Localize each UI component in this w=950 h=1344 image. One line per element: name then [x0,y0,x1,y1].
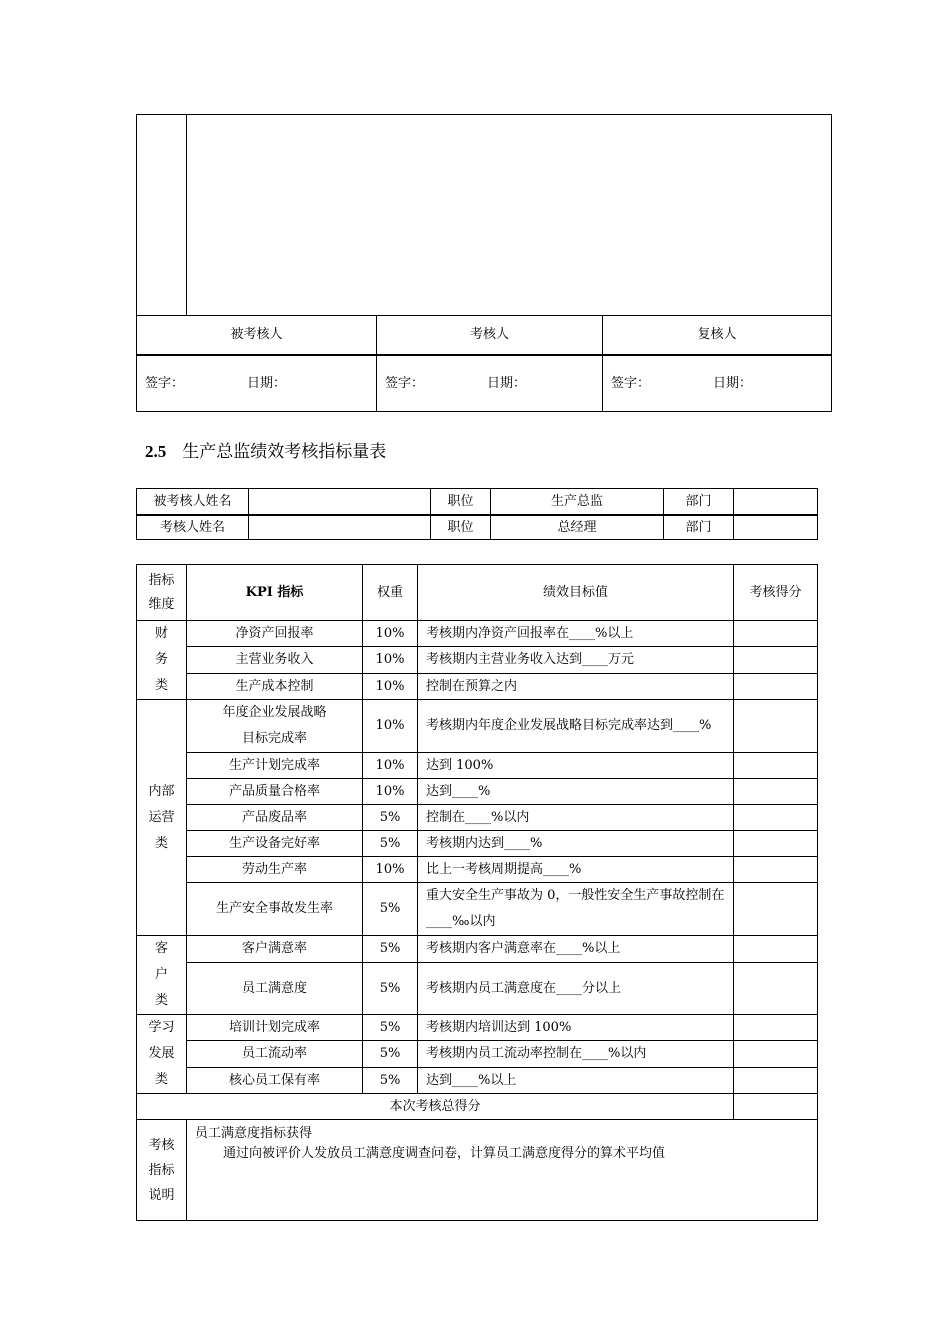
kpi-name: 产品质量合格率 [187,779,363,805]
position-value: 生产总监 [491,489,664,515]
kpi-name: 主营业务收入 [187,647,363,673]
reviewer-name-label: 考核人姓名 [137,515,249,540]
note-body: 通过向被评价人发放员工满意度调查问卷，计算员工满意度得分的算术平均值 [223,1145,666,1161]
header-weight: 权重 [363,565,418,621]
kpi-target: 考核期内主营业务收入达到____万元 [418,647,734,673]
note-content [187,1120,818,1221]
kpi-name: 生产安全事故发生率 [187,883,363,936]
kpi-target: 达到____%以上 [418,1067,734,1093]
kpi-name: 客户满意率 [187,936,363,963]
dept-label: 部门 [664,489,734,515]
kpi-target: 考核期内员工满意度在____分以上 [418,963,734,1015]
kpi-target: 考核期内培训达到 100% [418,1015,734,1041]
reviewee-header: 被考核人 [137,316,377,355]
reviewee-name-label: 被考核人姓名 [137,489,249,515]
header-target: 绩效目标值 [418,565,734,621]
kpi-weight: 5% [363,1067,418,1093]
position-label: 职位 [431,515,491,540]
kpi-score [734,673,818,699]
kpi-score [734,963,818,1015]
kpi-score [734,700,818,753]
kpi-score [734,1015,818,1041]
dept-label: 部门 [664,515,734,540]
kpi-name: 净资产回报率 [187,621,363,647]
reviewer-sign-cell: 签字： 日期： [377,355,603,412]
header-score: 考核得分 [734,565,818,621]
kpi-weight: 10% [363,700,418,753]
kpi-target: 考核期内年度企业发展战略目标完成率达到____% [418,700,734,753]
kpi-target: 达到____% [418,779,734,805]
kpi-weight: 10% [363,753,418,779]
kpi-name: 劳动生产率 [187,857,363,883]
note-label: 考核指标说明 [137,1120,187,1221]
kpi-target: 考核期内客户满意率在____%以上 [418,936,734,963]
header-dimension: 指标维度 [137,565,187,621]
kpi-weight: 10% [363,779,418,805]
kpi-target: 比上一考核周期提高____% [418,857,734,883]
kpi-name: 生产设备完好率 [187,831,363,857]
kpi-target: 考核期内员工流动率控制在____%以内 [418,1041,734,1067]
kpi-target: 考核期内达到____% [418,831,734,857]
info-table [136,488,818,540]
kpi-target: 重大安全生产事故为 0，一般性安全生产事故控制在____‰以内 [418,883,734,936]
section-number: 2.5 [145,442,167,461]
kpi-score [734,805,818,831]
kpi-weight: 5% [363,883,418,936]
kpi-weight: 10% [363,647,418,673]
kpi-weight: 10% [363,673,418,699]
position-value: 总经理 [491,515,664,540]
kpi-weight: 5% [363,805,418,831]
total-score-label: 本次考核总得分 [137,1094,734,1120]
kpi-target: 控制在____%以内 [418,805,734,831]
kpi-score [734,753,818,779]
kpi-weight: 10% [363,857,418,883]
kpi-name: 生产计划完成率 [187,753,363,779]
kpi-weight: 5% [363,963,418,1015]
dept-value [734,515,818,540]
kpi-target: 控制在预算之内 [418,673,734,699]
section-heading [145,437,386,462]
kpi-score [734,857,818,883]
rechecker-sign-cell: 签字： 日期： [603,355,832,412]
kpi-weight: 5% [363,936,418,963]
kpi-name: 年度企业发展战略目标完成率 [187,700,363,753]
section-title: 生产总监绩效考核指标量表 [182,442,387,462]
kpi-name: 产品废品率 [187,805,363,831]
reviewee-name-value [249,489,431,515]
kpi-name: 培训计划完成率 [187,1015,363,1041]
reviewer-header: 考核人 [377,316,603,355]
dimension-learning: 学习 发展 类 [137,1015,187,1094]
note-title: 员工满意度指标获得 [195,1126,313,1141]
dept-value [734,489,818,515]
kpi-name: 生产成本控制 [187,673,363,699]
dimension-finance: 财 务 类 [137,621,187,700]
kpi-score [734,647,818,673]
dimension-operations: 内部 运营 类 [137,700,187,936]
kpi-target: 考核期内净资产回报率在____%以上 [418,621,734,647]
kpi-score [734,1041,818,1067]
kpi-weight: 5% [363,1015,418,1041]
kpi-score [734,779,818,805]
reviewee-sign-cell: 签字： 日期： [137,355,377,412]
kpi-weight: 5% [363,1041,418,1067]
header-kpi: KPI 指标 [187,565,363,621]
kpi-score [734,936,818,963]
kpi-table [136,564,818,1221]
kpi-weight: 5% [363,831,418,857]
kpi-score [734,831,818,857]
kpi-weight: 10% [363,621,418,647]
reviewer-name-value [249,515,431,540]
kpi-score [734,621,818,647]
kpi-name: 员工满意度 [187,963,363,1015]
signature-table [136,114,832,412]
total-score-value [734,1094,818,1120]
kpi-name: 员工流动率 [187,1041,363,1067]
kpi-score [734,883,818,936]
blank-content-cell [187,115,832,316]
rechecker-header: 复核人 [603,316,832,355]
dimension-customer: 客 户 类 [137,936,187,1015]
kpi-target: 达到 100% [418,753,734,779]
position-label: 职位 [431,489,491,515]
kpi-score [734,1067,818,1093]
kpi-name: 核心员工保有率 [187,1067,363,1093]
blank-left-cell [137,115,187,316]
